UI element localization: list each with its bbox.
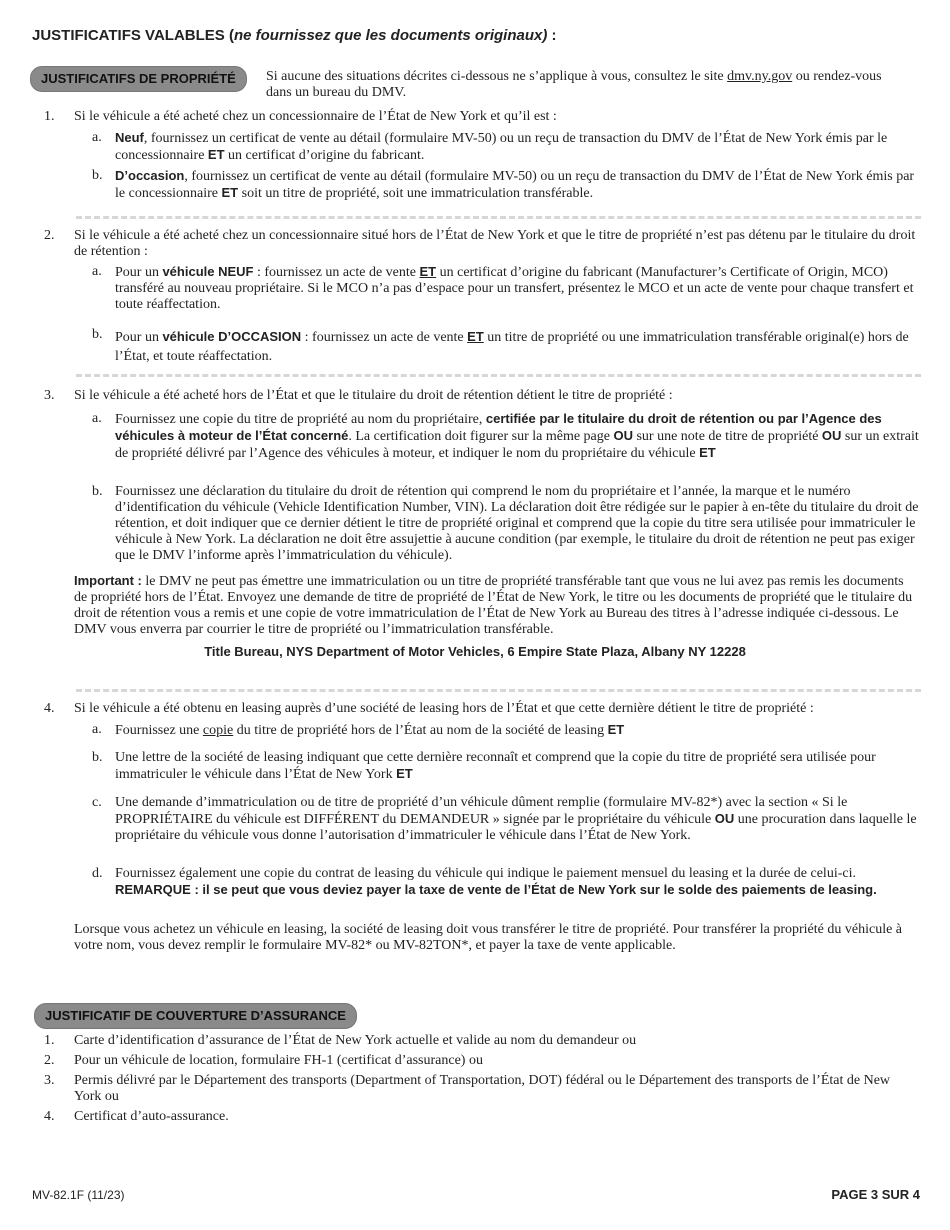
sub-text: D’occasion, fournissez un certificat de vente au détail (formulaire MV-50) ou un reçu de transaction du DMV de l’État de New York émis par le concessionnaire ET soit un titre de propriété, soit une immatriculation transférable. bbox=[115, 168, 915, 201]
sub-label: a. bbox=[92, 264, 102, 279]
insurance-section-label: JUSTIFICATIF DE COUVERTURE D’ASSURANCE bbox=[34, 1003, 357, 1029]
sub-label: b. bbox=[92, 327, 103, 342]
sub-text: Fournissez une copie du titre de propriété au nom du propriétaire, certifiée par le titulaire du droit de rétention ou par l’Agence des véhicules à moteur de l’État concerné. La certification doit figurer sur la même page OU sur une note de titre de propriété OU sur un extrait de propriété délivré par l’Agence des véhicules à moteur, et indiquer le nom du propriétaire du véhicule ET bbox=[115, 411, 919, 461]
sub-label: a. bbox=[92, 411, 102, 426]
item-number: 3. bbox=[44, 388, 55, 403]
divider bbox=[76, 374, 921, 377]
insurance-item: Certificat d’auto-assurance. bbox=[74, 1109, 229, 1124]
item-number: 4. bbox=[44, 1109, 55, 1124]
insurance-item: Permis délivré par le Département des transports (Department of Transportation, DOT) fédéral ou le Département des transports de l’État de New York ou bbox=[74, 1073, 891, 1104]
divider bbox=[76, 689, 921, 692]
sub-text: Une lettre de la société de leasing indiquant que cette dernière reconnaît et comprend que la copie du titre de propriété sera utilisée pour immatriculer le véhicule dans l’État de New York ET bbox=[115, 750, 876, 782]
sub-label: b. bbox=[92, 484, 103, 499]
ownership-intro: Si aucune des situations décrites ci-dessous ne s’applique à vous, consultez le site dmv.ny.gov ou rendez-vous dans un bureau du DMV. bbox=[266, 69, 882, 100]
title-bureau-address: Title Bureau, NYS Department of Motor Vehicles, 6 Empire State Plaza, Albany NY 12228 bbox=[204, 644, 746, 659]
item-number: 1. bbox=[44, 109, 55, 124]
sub-text: Pour un véhicule D’OCCASION : fournissez un acte de vente ET un titre de propriété ou une immatriculation transférable original(e) hors de l’État, et toute réaffectation. bbox=[115, 329, 909, 364]
sub-text: Une demande d’immatriculation ou de titre de propriété d’un véhicule dûment remplie (formulaire MV-82*) avec la section « Si le PROPRIÉTAIRE du véhicule est DIFFÉRENT du DEMANDEUR » signée par le propriétaire du véhicule OU une procuration dans laquelle le propriétaire du véhicule vous donne l’autorisation d’immatriculer le véhicule dans l’État de New York. bbox=[115, 795, 917, 843]
insurance-item: Pour un véhicule de location, formulaire FH-1 (certificat d’assurance) ou bbox=[74, 1053, 483, 1068]
item-text: Si le véhicule a été acheté chez un concessionnaire de l’État de New York et qu’il est : bbox=[74, 109, 557, 124]
item-number: 2. bbox=[44, 228, 55, 243]
sub-label: a. bbox=[92, 722, 102, 737]
sub-text: Fournissez également une copie du contrat de leasing du véhicule qui indique le paiement mensuel du leasing et la durée de celui-ci. REMARQUE : il se peut que vous deviez payer la taxe de vente de l’État de New York sur le solde des paiements de leasing. bbox=[115, 866, 877, 897]
sub-label: c. bbox=[92, 795, 102, 810]
item-number: 2. bbox=[44, 1053, 55, 1068]
sub-label: b. bbox=[92, 168, 103, 183]
sub-label: b. bbox=[92, 750, 103, 765]
leasing-closing: Lorsque vous achetez un véhicule en leasing, la société de leasing doit vous transférer le titre de propriété. Pour transférer la propriété du véhicule à votre nom, vous devez remplir le formulaire MV-82* ou MV-82TON*, et payer la taxe de vente applicable. bbox=[74, 922, 903, 953]
form-number: MV-82.1F (11/23) bbox=[32, 1188, 125, 1202]
important-note: Important : le DMV ne peut pas émettre une immatriculation ou un titre de propriété transférable tant que vous ne lui avez pas remis les documents de propriété hors de l’État. Envoyez une demande de titre de propriété de l’État de New York, le titre ou les documents de propriété que le titulaire du droit de rétention vous a remis et une copie de votre immatriculation de l’État de New York au Bureau des titres à l’adresse indiquée ci-dessous. Le DMV vous enverra par courrier le titre de propriété ou l’immatriculation transférable. bbox=[74, 573, 913, 637]
item-text: Si le véhicule a été acheté hors de l’État et que le titulaire du droit de rétention détient le titre de propriété : bbox=[74, 388, 673, 403]
ownership-section-label: JUSTIFICATIFS DE PROPRIÉTÉ bbox=[30, 66, 247, 92]
divider bbox=[76, 216, 921, 219]
item-number: 4. bbox=[44, 701, 55, 716]
item-number: 3. bbox=[44, 1073, 55, 1088]
page-title: JUSTIFICATIFS VALABLES (ne fournissez que les documents originaux) : bbox=[32, 27, 557, 44]
page-number: PAGE 3 SUR 4 bbox=[831, 1187, 920, 1202]
sub-text: Pour un véhicule NEUF : fournissez un acte de vente ET un certificat d’origine du fabricant (Manufacturer’s Certificate of Origin, MCO) transféré au nouveau propriétaire. Si le MCO n’a pas d’espace pour un transfert, présentez le MCO et un acte de vente pour chaque transfert et toute réaffectation. bbox=[115, 264, 914, 312]
item-text: Si le véhicule a été obtenu en leasing auprès d’une société de leasing hors de l’État et que cette dernière détient le titre de propriété : bbox=[74, 701, 814, 716]
page-title-italic: ne fournissez que les documents originaux) bbox=[233, 27, 548, 44]
item-number: 1. bbox=[44, 1033, 55, 1048]
insurance-item: Carte d’identification d’assurance de l’État de New York actuelle et valide au nom du demandeur ou bbox=[74, 1033, 637, 1048]
sub-label: d. bbox=[92, 866, 103, 881]
sub-text: Fournissez une déclaration du titulaire du droit de rétention qui comprend le nom du propriétaire et l’année, la marque et le numéro d’identification du véhicule (Vehicle Identification Number, VIN). La déclaration doit être rédigée sur le papier à en-tête du titulaire du droit de rétention, et doit indiquer que ce dernier détient le titre de propriété original et comprend que la copie du titre sera utilisée pour immatriculer le véhicule à New York. La déclaration ne doit être assujettie à aucune condition (par exemple, le titulaire du droit de rétention ne peut pas exiger que le DMV l’informe après l’immatriculation du véhicule). bbox=[115, 484, 919, 563]
sub-label: a. bbox=[92, 130, 102, 145]
sub-text: Fournissez une copie du titre de propriété hors de l’État au nom de la société de leasing ET bbox=[115, 722, 625, 738]
sub-text: Neuf, fournissez un certificat de vente au détail (formulaire MV-50) ou un reçu de transaction du DMV de l’État de New York émis par le concessionnaire ET un certificat d’origine du fabricant. bbox=[115, 130, 888, 163]
item-text: Si le véhicule a été acheté chez un concessionnaire situé hors de l’État de New York et que le titre de propriété n’est pas détenu par le titulaire du droit de rétention : bbox=[74, 228, 916, 259]
dmv-link[interactable]: dmv.ny.gov bbox=[727, 69, 793, 84]
